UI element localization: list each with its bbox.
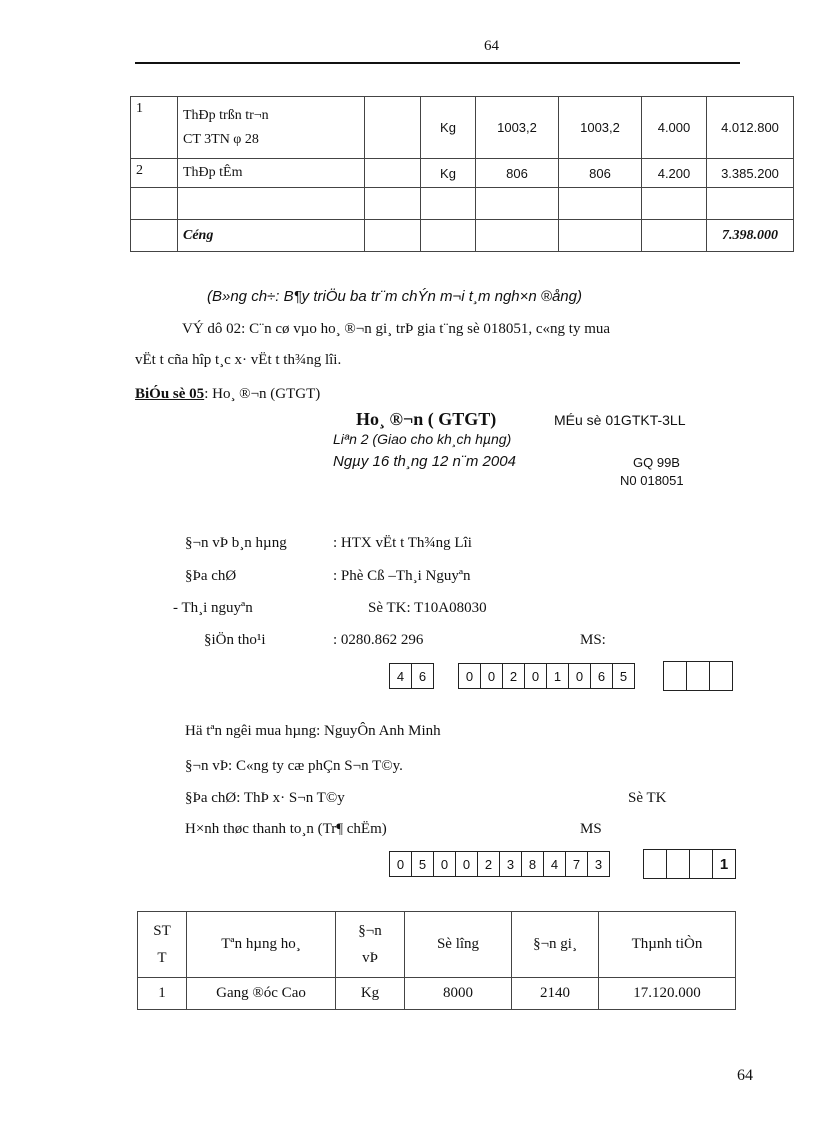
empty-cell [476, 188, 559, 220]
digit-box [689, 849, 713, 879]
amount-in-words: (B»ng ch÷: B¶y triÖu ba tr¨m chÝn m¬i t¸m ngh×n ®ång) [207, 288, 582, 305]
header-rule [135, 62, 740, 64]
seller-city: - Th¸i nguyªn [173, 600, 253, 616]
digit-box: 0 [389, 851, 412, 877]
buyer-name: Hä tªn ngêi mua hµng: NguyÔn Anh Minh [185, 723, 441, 739]
invoice-title: Ho¸ ®¬n ( GTGT) [356, 409, 497, 429]
empty-cell [642, 188, 707, 220]
digit-box: 7 [565, 851, 588, 877]
goods-table [130, 96, 794, 252]
empty-cell [642, 220, 707, 252]
seller-address-label: §Þa chØ [185, 568, 237, 584]
header-name: Tªn hµng ho¸ [187, 912, 336, 978]
header-qty: Sè lîng [405, 912, 512, 978]
empty-cell [365, 159, 421, 188]
digit-box [709, 661, 733, 691]
invoice-date: Ngµy 16 th¸ng 12 n¨m 2004 [333, 453, 516, 470]
buyer-tax-code-boxes [644, 849, 736, 879]
digit-box: 6 [590, 663, 613, 689]
empty-cell [707, 188, 794, 220]
empty-cell [365, 220, 421, 252]
header-stt [138, 912, 187, 978]
stt-cell: 1 [138, 978, 187, 1010]
digit-box: 1 [712, 849, 736, 879]
digit-box: 2 [502, 663, 525, 689]
amount-cell: 3.385.200 [707, 159, 794, 188]
item-name-cell: Gang ®óc Cao [187, 978, 336, 1010]
payment-method: H×nh thøc thanh to¸n (Tr¶ chËm) [185, 821, 387, 837]
header-text: ST [153, 922, 171, 939]
digit-box: 3 [587, 851, 610, 877]
copy-label: Liªn 2 (Giao cho kh¸ch hµng) [333, 431, 512, 447]
form-label [135, 386, 320, 403]
item-name-line: ThÐp trßn tr¬n [183, 107, 269, 123]
buyer-account-label: Sè TK [628, 790, 667, 806]
empty-cell [421, 188, 476, 220]
seller-address-value: : Phè Cß –Th¸i Nguyªn [333, 568, 471, 584]
empty-cell [476, 220, 559, 252]
digit-box: 4 [543, 851, 566, 877]
digit-box: 4 [389, 663, 412, 689]
paragraph-line: VÝ dô 02: C¨n cø vµo ho¸ ®¬n gi¸ trÞ gia t¨ng sè 018051, c«ng ty mua [182, 321, 611, 337]
invoice-number: N0 018051 [620, 473, 684, 488]
digit-box: 0 [568, 663, 591, 689]
qty-cell: 1003,2 [476, 97, 559, 159]
unit-cell: Kg [421, 97, 476, 159]
seller-ms-label: MS: [580, 632, 606, 648]
invoice-items-table [137, 911, 736, 1010]
digit-box: 5 [411, 851, 434, 877]
unit-cell: Kg [421, 159, 476, 188]
seller-phone-label: §iÖn tho¹i [204, 632, 266, 648]
digit-box: 0 [458, 663, 481, 689]
stt-cell: 2 [131, 159, 178, 188]
amount-cell: 4.012.800 [707, 97, 794, 159]
digit-box [643, 849, 667, 879]
header-price: §¬n gi¸ [512, 912, 599, 978]
digit-box: 5 [612, 663, 635, 689]
empty-cell [365, 188, 421, 220]
seller-name-value: : HTX vËt t Th¾ng Lîi [333, 535, 472, 551]
table-row [131, 97, 794, 159]
table-header-row [138, 912, 736, 978]
price-cell: 4.200 [642, 159, 707, 188]
seller-tax-code-boxes [664, 661, 733, 691]
series-code: GQ 99B [633, 455, 680, 470]
qty-cell: 806 [559, 159, 642, 188]
seller-phone-value: : 0280.862 296 [333, 632, 424, 648]
header-text: §¬n [358, 922, 382, 939]
digit-box: 0 [524, 663, 547, 689]
item-name-line: CT 3TN φ 28 [183, 131, 259, 147]
table-row [131, 188, 794, 220]
item-name-cell [178, 97, 365, 159]
digit-box: 1 [546, 663, 569, 689]
total-label: Céng [178, 220, 365, 252]
form-title: : Ho¸ ®¬n (GTGT) [204, 386, 321, 402]
empty-cell [365, 97, 421, 159]
digit-box [686, 661, 710, 691]
stt-cell: 1 [131, 97, 178, 159]
buyer-ms-label: MS [580, 821, 602, 837]
qty-cell: 1003,2 [559, 97, 642, 159]
digit-box: 2 [477, 851, 500, 877]
form-number: BiÓu sè 05 [135, 386, 205, 402]
amount-cell: 17.120.000 [599, 978, 736, 1010]
empty-cell [559, 188, 642, 220]
digit-box: 6 [411, 663, 434, 689]
page-number-top: 64 [484, 38, 499, 54]
seller-tax-code-boxes [390, 663, 434, 689]
table-row [138, 978, 736, 1010]
header-amount: Thµnh tiÒn [599, 912, 736, 978]
buyer-address: §Þa chØ: ThÞ x· S¬n T©y [185, 790, 345, 806]
total-amount: 7.398.000 [707, 220, 794, 252]
page-number-bottom: 64 [737, 1067, 753, 1084]
table-row [131, 159, 794, 188]
digit-box [666, 849, 690, 879]
paragraph-line: vËt t cña hîp t¸c x· vËt t th¾ng lîi. [135, 352, 342, 368]
seller-name-label: §¬n vÞ b¸n hµng [185, 535, 287, 551]
seller-tax-code-boxes [459, 663, 635, 689]
empty-cell [421, 220, 476, 252]
total-row [131, 220, 794, 252]
header-text: T [157, 949, 167, 966]
form-code: MÉu sè 01GTKT-3LL [554, 412, 686, 428]
header-unit [336, 912, 405, 978]
header-text: vÞ [362, 949, 378, 966]
empty-cell [131, 188, 178, 220]
buyer-unit: §¬n vÞ: C«ng ty cæ phÇn S¬n T©y. [185, 758, 403, 774]
buyer-tax-code-boxes [390, 851, 610, 877]
empty-cell [178, 188, 365, 220]
empty-cell [559, 220, 642, 252]
digit-box: 3 [499, 851, 522, 877]
unit-cell: Kg [336, 978, 405, 1010]
qty-cell: 8000 [405, 978, 512, 1010]
item-name-cell: ThÐp tÊm [178, 159, 365, 188]
empty-cell [131, 220, 178, 252]
price-cell: 2140 [512, 978, 599, 1010]
price-cell: 4.000 [642, 97, 707, 159]
digit-box: 8 [521, 851, 544, 877]
qty-cell: 806 [476, 159, 559, 188]
digit-box: 0 [433, 851, 456, 877]
digit-box: 0 [480, 663, 503, 689]
digit-box [663, 661, 687, 691]
digit-box: 0 [455, 851, 478, 877]
seller-account: Sè TK: T10A08030 [368, 600, 487, 616]
